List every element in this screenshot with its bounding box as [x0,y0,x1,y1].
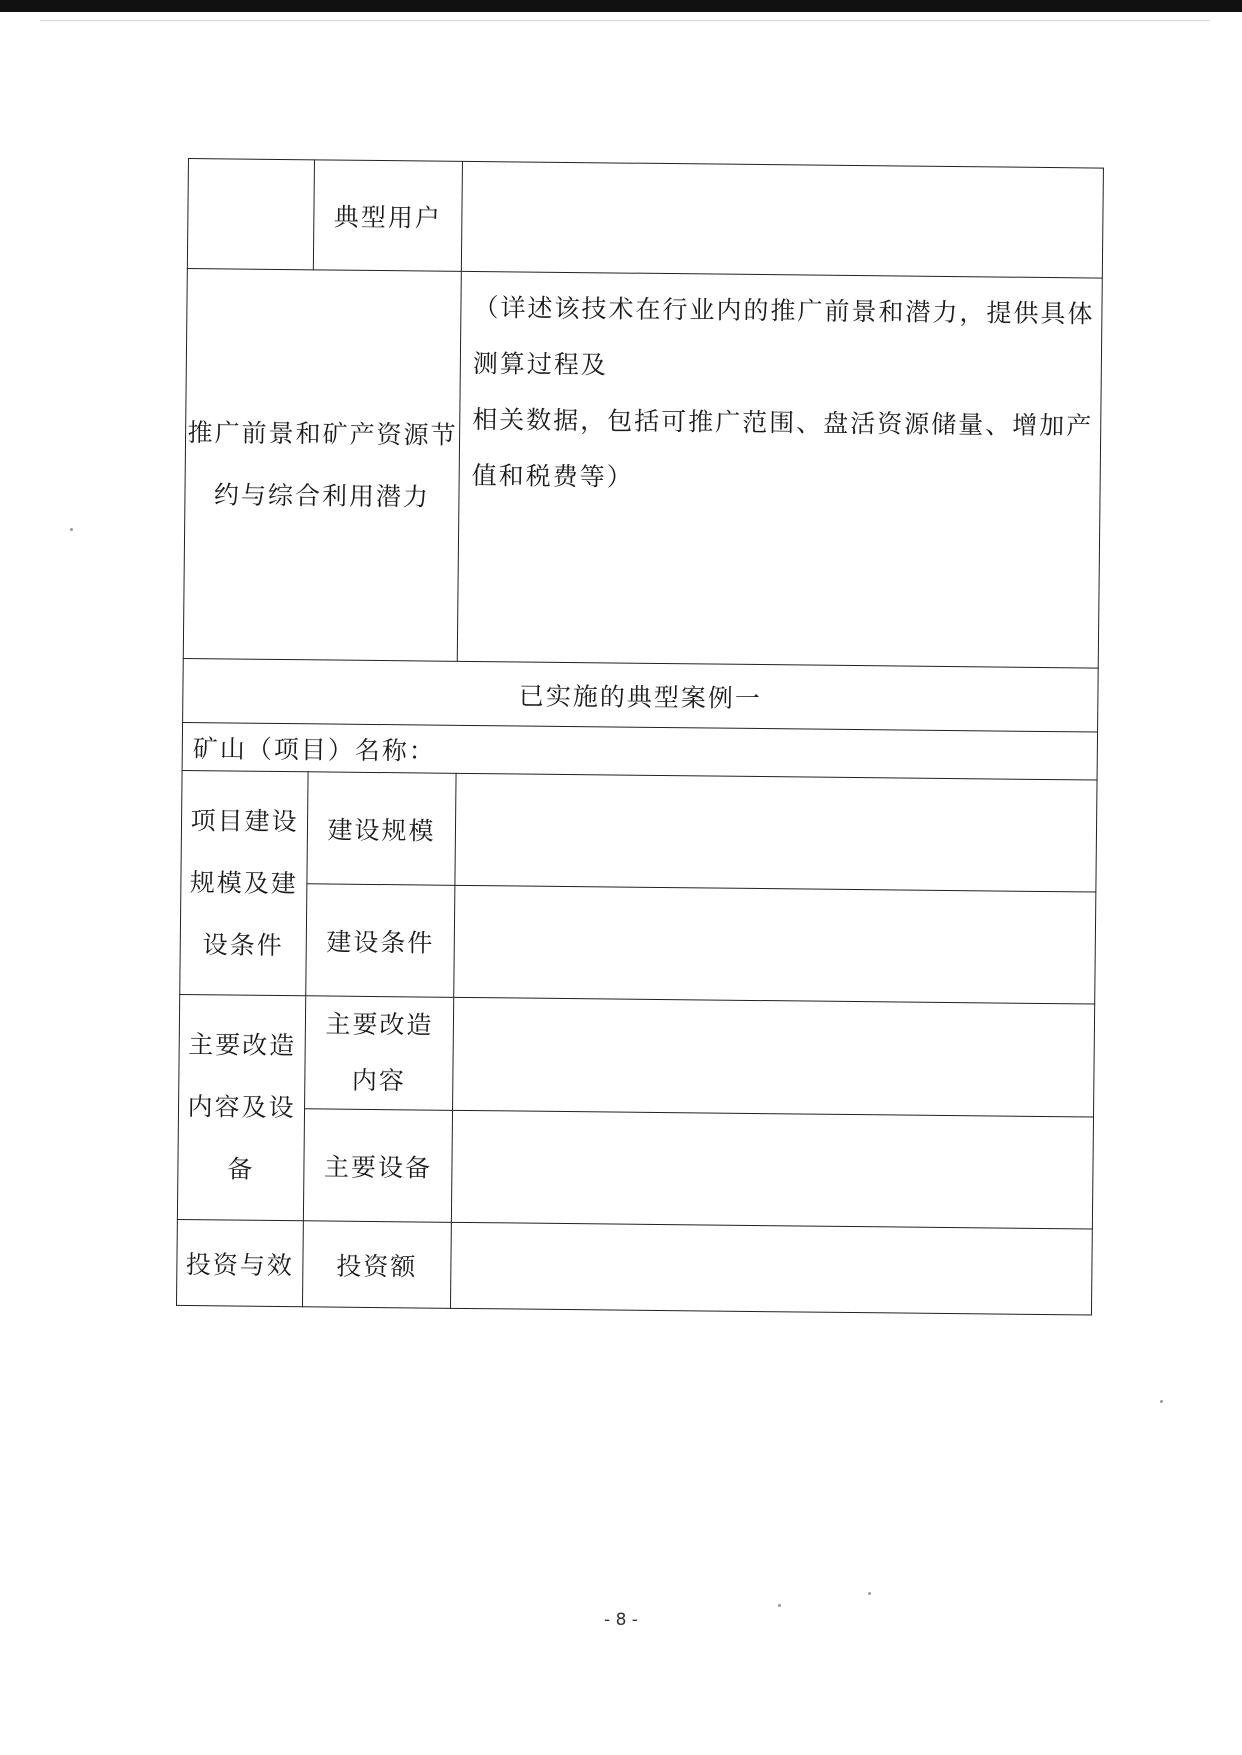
build-condition-row [180,882,1096,1004]
scan-speck [778,1604,781,1607]
renovation-content-line2: 内容 [351,1065,407,1096]
page-number: - 8 - [604,1610,638,1630]
renovation-content-field[interactable] [453,997,1095,1117]
prospect-label [183,268,461,661]
scan-speck [868,1592,871,1595]
mine-name-label[interactable]: 矿山（项目）名称： [182,722,1097,780]
investment-amount-field[interactable] [450,1222,1092,1315]
application-form-sheet [176,158,1104,1316]
scale-group-line2: 规模及建 [189,867,299,898]
prospect-label-line2: 约与综合利用潜力 [213,479,431,512]
main-equipment-label: 主要设备 [303,1109,452,1223]
case-title: 已实施的典型案例一 [183,658,1099,732]
scan-border-line [40,20,1210,21]
prospect-hint-line1: （详述该技术在行业内的推广前景和潜力，提供具体测算过程及 [472,292,1095,380]
scale-group-line3: 设条件 [202,929,284,960]
scale-group-line1: 项目建设 [190,805,299,836]
investment-group-label: 投资与效 [176,1219,303,1306]
renovation-group-line2: 内容及设 [187,1092,296,1123]
scan-top-edge [0,0,1242,12]
main-equipment-field[interactable] [451,1110,1093,1229]
application-form-table [176,158,1104,1316]
typical-user-field[interactable] [461,161,1103,278]
typical-user-blank-cell [187,159,314,270]
build-scale-field[interactable] [455,773,1097,892]
investment-row [176,1219,1092,1315]
renovation-group-line1: 主要改造 [188,1030,297,1061]
prospect-field[interactable] [457,271,1102,668]
renovation-content-line1: 主要改造 [325,1009,434,1040]
typical-user-label: 典型用户 [313,160,462,272]
renovation-group-label [177,994,305,1220]
renovation-content-row [179,994,1095,1117]
scan-speck [1160,1400,1163,1403]
scale-group-label [180,770,308,995]
build-condition-label: 建设条件 [306,884,455,998]
renovation-group-line3: 备 [227,1154,255,1184]
renovation-content-label [305,996,454,1111]
prospect-hint-line2: 相关数据，包括可推广范围、盘活资源储量、增加产值和税费等） [471,404,1094,492]
scan-speck [70,528,73,531]
case-title-row [183,658,1099,732]
prospect-row [183,268,1102,668]
build-condition-field[interactable] [454,885,1096,1004]
typical-user-row [187,159,1103,279]
prospect-label-line1: 推广前景和矿产资源节 [187,417,458,450]
main-equipment-row [177,1107,1093,1229]
build-scale-label: 建设规模 [307,772,456,886]
investment-amount-label: 投资额 [302,1221,451,1309]
build-scale-row [181,770,1097,892]
